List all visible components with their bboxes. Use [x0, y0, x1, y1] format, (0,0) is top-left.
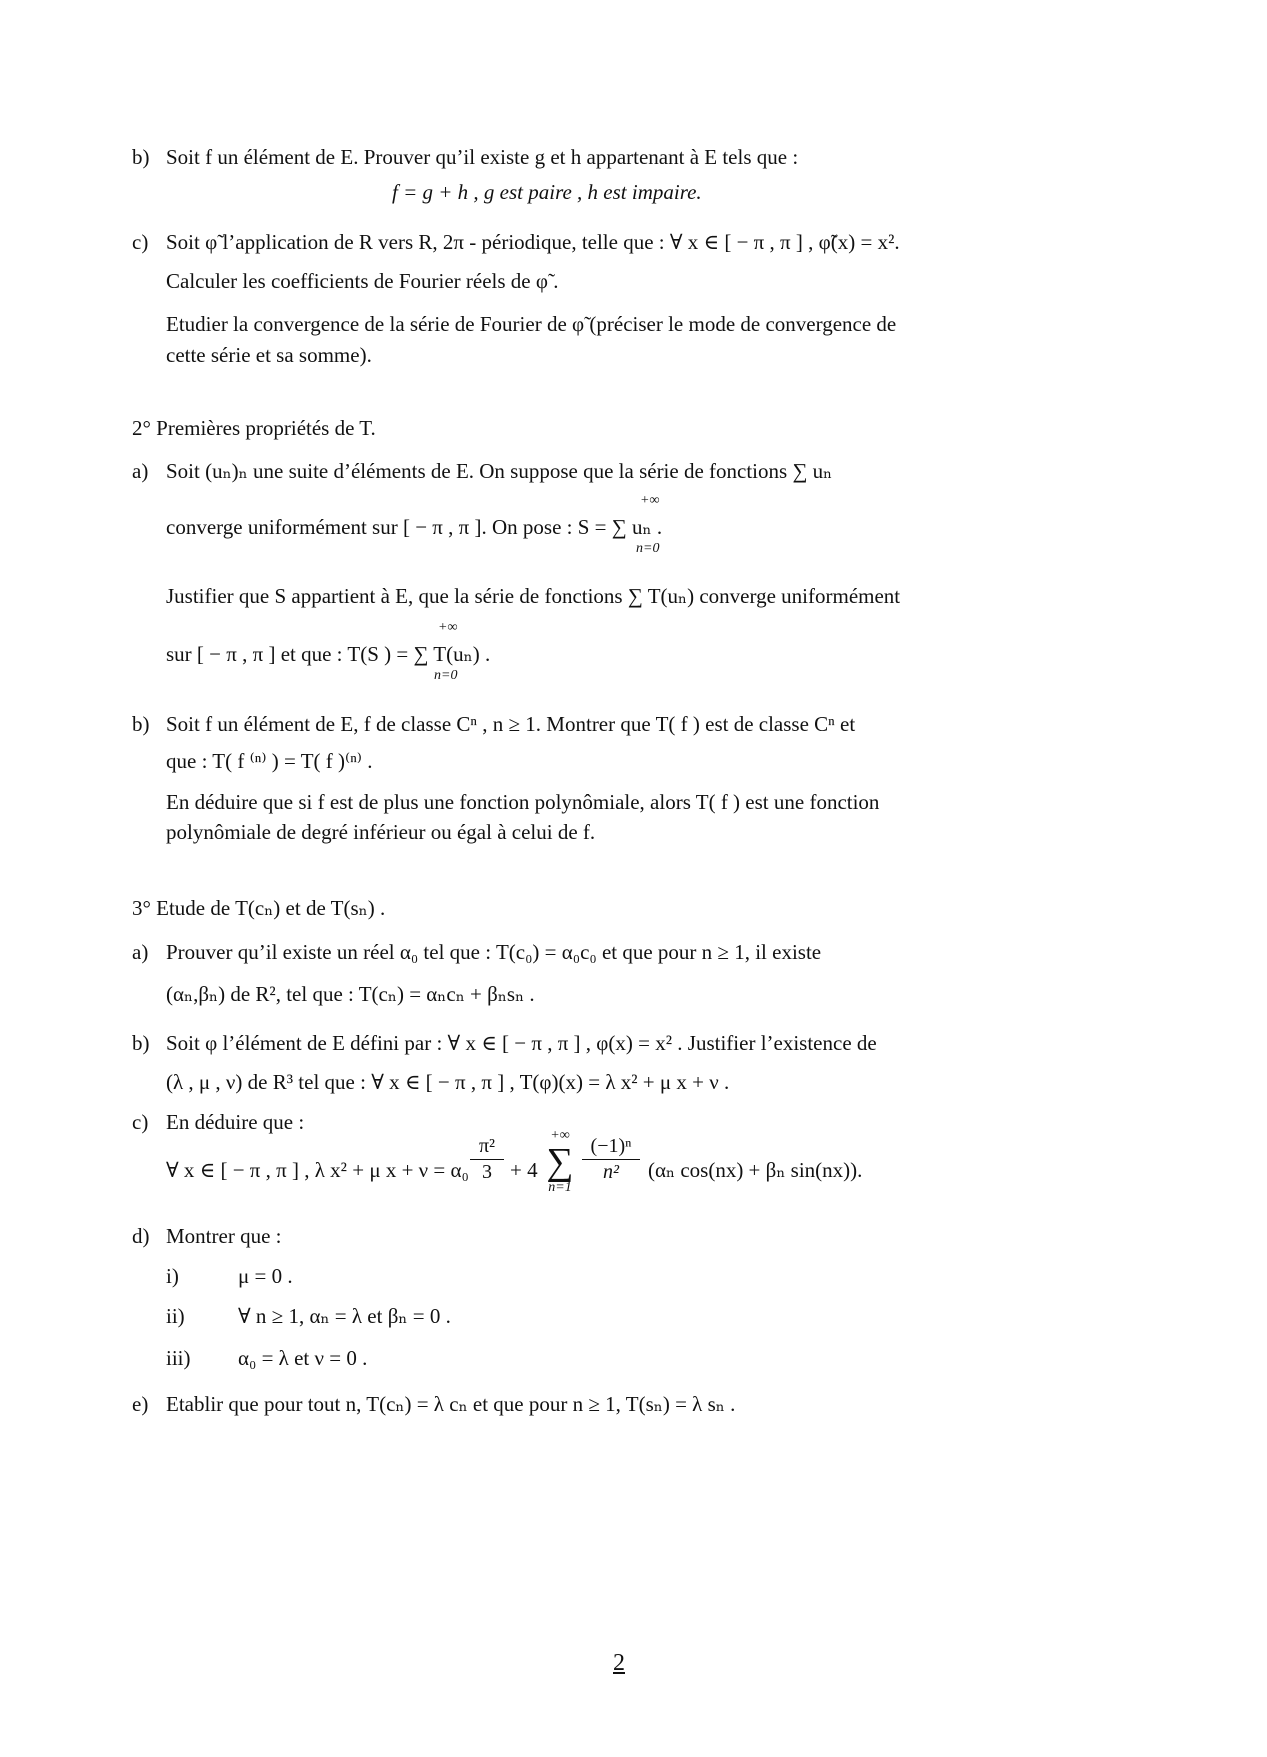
- s2-a-line-2: converge uniformément sur [ − π , π ]. On pose : S = ∑ uₙ .: [166, 515, 663, 539]
- sum-lower-limit: n=1: [548, 1180, 572, 1195]
- s3-d-sub-label-i: i): [166, 1264, 179, 1288]
- s3-d-sub-text-i: μ = 0 .: [238, 1264, 293, 1288]
- frac-bar: [582, 1159, 640, 1160]
- section-3-title: 3° Etude de T(cₙ) et de T(sₙ) .: [132, 896, 386, 920]
- item-c-line-1: Soit φ̃ l’application de R vers R, 2π - périodique, telle que : ∀ x ∈ [ − π , π ] , φ̃(x) = x².: [166, 230, 900, 254]
- s2-b-line-4: polynômiale de degré inférieur ou égal à celui de f.: [166, 820, 596, 844]
- s2-a-sum-upper: +∞: [640, 493, 660, 508]
- sum-upper-limit: +∞: [550, 1128, 570, 1143]
- s3-d-line-1: Montrer que :: [166, 1224, 282, 1248]
- s3-b-label: b): [132, 1031, 150, 1055]
- section-2-title: 2° Premières propriétés de T.: [132, 416, 376, 440]
- s3-e-label: e): [132, 1392, 149, 1416]
- s2-b-line-2: que : T( f ⁽ⁿ⁾ ) = T( f )⁽ⁿ⁾ .: [166, 749, 373, 773]
- s3-d-sub-text-iii: α₀ = λ et ν = 0 .: [238, 1346, 368, 1370]
- s2-a-line-1: Soit (uₙ)ₙ une suite d’éléments de E. On suppose que la série de fonctions ∑ uₙ: [166, 459, 833, 483]
- s2-b-line-3: En déduire que si f est de plus une fonction polynômiale, alors T( f ) est une fonction: [166, 790, 880, 814]
- s3-c-frac-sign: [582, 1135, 640, 1184]
- item-b-equation: f = g + h , g est paire , h est impaire.: [392, 180, 702, 204]
- frac-bar: [470, 1159, 504, 1160]
- s2-a-line-4: sur [ − π , π ] et que : T(S ) = ∑ T(uₙ) .: [166, 642, 491, 666]
- s3-c-frac-pi2-3: [470, 1135, 504, 1184]
- s3-b-line-1: Soit φ l’élément de E défini par : ∀ x ∈ [ − π , π ] , φ(x) = x² . Justifier l’existence de: [166, 1031, 877, 1055]
- page-number: 2: [613, 1650, 625, 1676]
- s3-c-eq-right: (αₙ cos(nx) + βₙ sin(nx)).: [648, 1158, 863, 1182]
- s3-e-line-1: Etablir que pour tout n, T(cₙ) = λ cₙ et que pour n ≥ 1, T(sₙ) = λ sₙ .: [166, 1392, 736, 1416]
- s2-a-sum2-upper: +∞: [438, 620, 458, 635]
- s3-d-label: d): [132, 1224, 150, 1248]
- s3-c-eq-left: ∀ x ∈ [ − π , π ] , λ x² + μ x + ν = α₀: [166, 1158, 469, 1182]
- s3-a-line-2: (αₙ,βₙ) de R², tel que : T(cₙ) = αₙcₙ + βₙsₙ .: [166, 982, 535, 1006]
- s3-c-line-1: En déduire que :: [166, 1110, 305, 1134]
- s3-c-plus-four: + 4: [510, 1158, 538, 1182]
- item-c-line-3: Etudier la convergence de la série de Fourier de φ̃ (préciser le mode de convergence de: [166, 312, 897, 336]
- s2-a-sum-lower: n=0: [636, 541, 660, 556]
- frac-pi2-numerator: π²: [478, 1135, 496, 1157]
- s2-a-sum2-lower: n=0: [434, 668, 458, 683]
- item-label-b: b): [132, 145, 150, 169]
- s3-d-sub-label-ii: ii): [166, 1304, 185, 1328]
- s3-c-label: c): [132, 1110, 149, 1134]
- s2-b-label: b): [132, 712, 150, 736]
- frac-pi2-denominator: 3: [482, 1161, 492, 1183]
- s3-d-sub-text-ii: ∀ n ≥ 1, αₙ = λ et βₙ = 0 .: [238, 1304, 451, 1328]
- item-b-line-1: Soit f un élément de E. Prouver qu’il existe g et h appartenant à E tels que :: [166, 145, 799, 169]
- s3-a-label: a): [132, 940, 149, 964]
- frac-sign-denominator: n²: [603, 1161, 619, 1183]
- s3-a-line-1: Prouver qu’il existe un réel α₀ tel que : T(c₀) = α₀c₀ et que pour n ≥ 1, il existe: [166, 940, 822, 964]
- s3-c-summation: [540, 1128, 580, 1196]
- s3-d-sub-label-iii: iii): [166, 1346, 191, 1370]
- item-label-c: c): [132, 230, 149, 254]
- s2-a-label: a): [132, 459, 149, 483]
- s3-b-line-2: (λ , μ , ν) de R³ tel que : ∀ x ∈ [ − π , π ] , T(φ)(x) = λ x² + μ x + ν .: [166, 1070, 730, 1094]
- frac-sign-numerator: (−1)ⁿ: [590, 1135, 632, 1157]
- s2-b-line-1: Soit f un élément de E, f de classe Cⁿ , n ≥ 1. Montrer que T( f ) est de classe Cⁿ et: [166, 712, 856, 736]
- item-c-line-4: cette série et sa somme).: [166, 343, 372, 367]
- s2-a-line-3: Justifier que S appartient à E, que la série de fonctions ∑ T(uₙ) converge uniformément: [166, 584, 901, 608]
- item-c-line-2: Calculer les coefficients de Fourier réels de φ̃ .: [166, 269, 559, 293]
- sigma-icon: ∑: [546, 1141, 574, 1183]
